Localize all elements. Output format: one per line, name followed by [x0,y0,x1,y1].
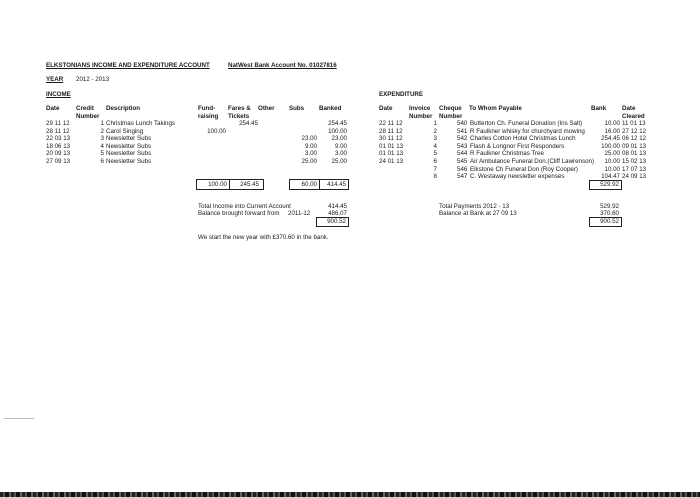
income-total-fund: 100.00 [208,181,227,188]
income-row-description: Newsletter Subs [106,157,152,165]
expenditure-header-date-cleared: Date [622,105,636,112]
expenditure-row-date: 01 01 13 [379,150,404,158]
expenditure-header-invoice-number: Number [409,113,433,120]
income-date-column [46,120,70,166]
expenditure-row-payee: C. Westaway newsletter expenses [470,173,565,181]
expenditure-total: 529.92 [600,181,619,188]
balance-forward-year: 2011-12 [288,210,311,217]
expenditure-row-date [379,166,403,174]
income-row-banked: 254.45 [328,120,347,127]
income-subs-column [287,120,317,166]
payments-summary-value: 529.92 [600,203,619,210]
expenditure-header-bank: Bank [591,105,607,112]
income-row-date: 18 06 13 [46,142,71,150]
expenditure-row-payee: Flash & Longnor First Responders [470,142,565,150]
income-header-credit-number: Number [76,113,100,120]
income-row-date: 27 09 13 [46,157,71,165]
expenditure-row-cheque: 545 [457,157,468,165]
expenditure-grand-total: 900.52 [600,218,619,225]
income-row-subs: 25.00 [301,157,317,165]
income-heading: INCOME [46,91,71,98]
expenditure-cleared-column [622,120,646,181]
expenditure-date-column [379,120,403,181]
income-row-fund [196,158,226,166]
closing-note: We start the new year with £370.60 in the bank. [198,234,329,241]
income-fares-column [228,120,258,166]
income-header-date: Date [46,105,60,112]
income-row-subs: 23.00 [301,135,317,143]
income-row-subs: 3.00 [304,150,317,158]
expenditure-row-date: 22 11 12 [379,120,403,127]
income-header-other: Other [258,105,275,112]
expenditure-header-cheque: Cheque [439,105,462,112]
expenditure-row-bank: 10.00 [604,120,620,127]
income-row-number: 3 [100,135,104,143]
income-header-fund: Fund- [198,105,216,112]
income-header-banked: Banked [319,105,342,112]
income-row-description: Carol Singing [106,127,144,135]
income-row-fares [228,158,258,166]
expenditure-row-cheque: 546 [457,165,468,173]
income-row-banked: 23.00 [331,135,347,143]
expenditure-row-cleared: 17 07 13 [622,165,647,173]
expenditure-row-cheque: 544 [457,150,468,158]
expenditure-row-payee: R Faulkner Christmas Tree [470,150,544,158]
expenditure-row-payee: Butterton Ch. Funeral Donation (Iris Salt) [470,120,583,127]
income-row-fares [228,135,258,143]
income-row-fund [196,120,226,128]
scan-artifact [4,418,34,419]
income-row-fund [196,135,226,143]
expenditure-header-date: Date [379,105,393,112]
income-total-banked: 414.45 [327,181,346,188]
expenditure-row-date [379,173,403,181]
expenditure-row-payee: Charles Cotton Hotel Christmas Lunch [470,135,576,143]
income-summary-label: Total Income into Current Account [198,203,291,210]
expenditure-row-bank: 10.00 [604,157,620,165]
expenditure-invoice-column [430,120,437,181]
expenditure-row-date: 01 01 13 [379,142,404,150]
expenditure-row-cleared: 09 01 13 [622,142,647,150]
expenditure-row-bank: 25.00 [604,150,620,158]
expenditure-row-payee: Air Ambulance Funeral Don.(Cliff Lawrenson) [470,157,595,165]
expenditure-row-invoice: 5 [433,150,437,158]
expenditure-row-date: 24 01 13 [379,157,404,165]
expenditure-payee-column [470,120,594,181]
income-row-fares [228,150,258,158]
income-row-description: Newsletter Subs [106,135,152,143]
income-row-description: Newsletter Subs [106,142,152,150]
expenditure-row-cheque: 542 [457,135,468,143]
expenditure-row-cleared: 11 01 13 [622,120,646,127]
expenditure-row-cheque: 540 [457,120,468,127]
income-row-number: 5 [100,150,104,158]
income-row-number: 4 [100,142,104,150]
income-row-date: 29 11 12 [46,120,70,127]
income-row-banked: 100.00 [328,127,347,135]
income-header-subs: Subs [289,105,305,112]
expenditure-row-payee: Elkstone Ch Funeral Don (Roy Cooper) [470,165,578,173]
income-banked-column [317,120,347,166]
expenditure-row-invoice: 4 [433,142,437,150]
income-header-credit: Credit [76,105,94,112]
expenditure-row-bank: 10.00 [604,165,620,173]
income-row-banked: 25.00 [331,157,347,165]
expenditure-row-cleared: 08 01 13 [622,150,647,158]
expenditure-row-bank: 104.47 [601,173,620,181]
expenditure-row-payee: R Faulkner whisky for churchyard mowing [470,127,585,135]
expenditure-row-cleared: 15 02 13 [622,157,647,165]
income-row-fares: 254.45 [239,120,258,127]
income-total-subs: 60.00 [301,181,317,188]
expenditure-row-invoice: 1 [433,120,437,127]
income-fund-column [196,120,226,166]
income-header-tickets: Tickets [228,113,250,120]
expenditure-header-payable: To Whom Payable [469,105,522,112]
expenditure-header-cleared: Cleared [622,113,645,120]
income-row-date: 28 11 12 [46,127,70,135]
expenditure-row-date: 30 11 12 [379,135,403,143]
expenditure-header-invoice: Invoice [409,105,431,112]
income-row-number: 6 [100,157,104,165]
income-header-fund-raising: raising [198,113,219,120]
income-row-subs: 9.00 [304,142,317,150]
income-row-fund [196,150,226,158]
expenditure-row-invoice: 6 [433,157,437,165]
payments-summary-label: Total Payments 2012 - 13 [439,203,510,210]
expenditure-bank-column [590,120,620,181]
balance-forward-label: Balance brought forward from [198,210,280,217]
balance-at-bank-value: 370.60 [600,210,619,217]
income-row-description: Newsletter Subs [106,150,152,158]
expenditure-heading: EXPENDITURE [379,91,424,98]
expenditure-row-bank: 16.00 [604,127,620,135]
income-header-description: Description [106,105,141,112]
year-value: 2012 - 2013 [76,76,110,83]
expenditure-row-bank: 100.00 [601,142,620,150]
expenditure-row-cleared: 24 09 13 [622,173,647,181]
income-row-date: 22 03 13 [46,135,71,143]
income-row-description: Christmas Lunch Takings [106,120,176,127]
expenditure-row-cheque: 547 [457,173,468,181]
balance-forward-value: 486.07 [328,210,347,217]
income-header-fares: Fares & [228,105,251,112]
income-grand-total: 900.52 [327,218,346,225]
expenditure-header-cheque-number: Number [439,113,463,120]
income-row-number: 2 [100,127,104,135]
income-row-fund [196,143,226,151]
expenditure-row-cheque: 541 [457,127,468,135]
expenditure-row-invoice: 7 [433,165,437,173]
income-description-column [106,120,175,166]
income-row-fund: 100.00 [207,127,226,135]
income-total-fares: 245.45 [240,181,259,188]
year-label: YEAR [46,76,64,83]
document-title: ELKSTONIANS INCOME AND EXPENDITURE ACCOUNT [46,62,210,69]
expenditure-row-invoice: 2 [433,127,437,135]
expenditure-row-invoice: 3 [433,135,437,143]
expenditure-row-cleared: 06 12 12 [622,135,647,143]
balance-at-bank-label: Balance at Bank at 27 09 13 [439,210,517,217]
expenditure-row-cleared: 27 12 12 [622,127,647,135]
bank-account: NatWest Bank Account No. 01027816 [228,62,337,69]
income-row-subs [287,120,317,128]
income-summary-value: 414.45 [328,203,347,210]
income-row-fares [228,143,258,151]
income-row-number: 1 [100,120,104,127]
expenditure-row-invoice: 8 [433,173,437,181]
scan-bottom-edge [0,492,700,497]
income-row-date: 20 09 13 [46,150,71,158]
expenditure-row-cheque: 543 [457,142,468,150]
income-row-banked: 9.00 [334,142,347,150]
expenditure-row-bank: 254.45 [601,135,620,143]
expenditure-row-date: 28 11 12 [379,127,403,135]
income-row-subs [287,128,317,136]
expenditure-cheque-column [457,120,467,181]
income-number-column [96,120,104,166]
income-row-fares [228,128,258,136]
income-row-banked: 3.00 [334,150,347,158]
